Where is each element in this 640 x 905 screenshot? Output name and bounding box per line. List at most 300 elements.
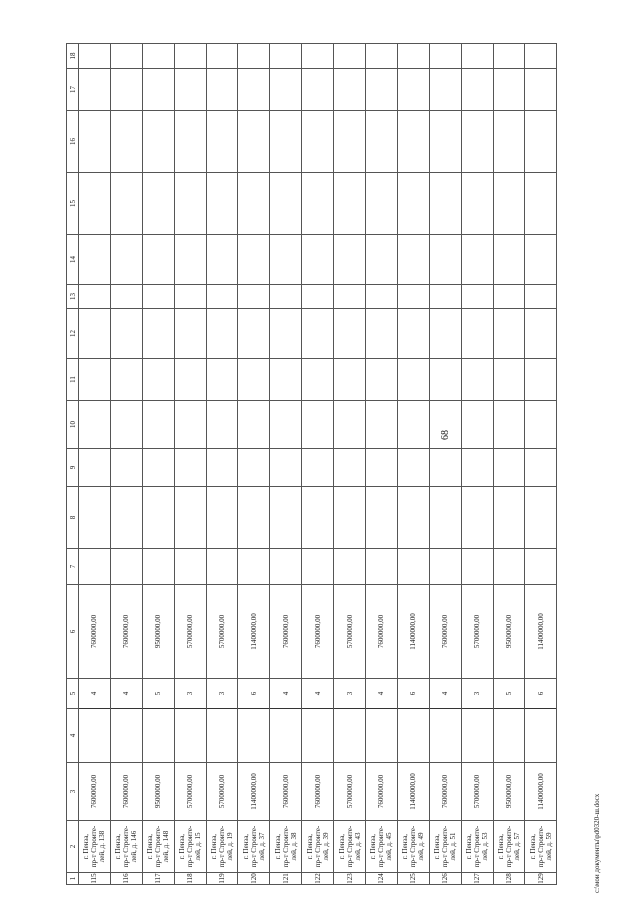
col4-cell (461, 709, 493, 763)
empty-cell (366, 487, 398, 549)
empty-cell (110, 401, 142, 449)
quantity-cell: 5 (493, 679, 525, 709)
amount-cell: 5700000,00 (174, 763, 206, 821)
empty-cell (366, 44, 398, 69)
address-line: пр-т Строите- (377, 825, 386, 868)
header-cell: 18 (67, 44, 79, 69)
col4-cell (110, 709, 142, 763)
empty-cell (397, 44, 429, 69)
address-line: г. Пенза, (497, 833, 506, 860)
empty-cell (238, 549, 270, 585)
empty-cell (334, 69, 366, 111)
empty-cell (142, 44, 174, 69)
amount-cell: 11400000,00 (397, 763, 429, 821)
empty-cell (397, 285, 429, 309)
empty-cell (525, 44, 557, 69)
empty-cell (525, 401, 557, 449)
empty-cell (334, 401, 366, 449)
quantity-cell: 4 (302, 679, 334, 709)
col4-cell (206, 709, 238, 763)
table-body (67, 44, 557, 885)
table-row (525, 44, 557, 885)
empty-cell (174, 285, 206, 309)
empty-cell (397, 173, 429, 235)
amount-cell: 7600000,00 (429, 763, 461, 821)
empty-cell (79, 285, 111, 309)
empty-cell (493, 309, 525, 359)
address-line: лей, д. 45 (385, 832, 394, 861)
empty-cell (238, 359, 270, 401)
address-line: пр-т Строите- (154, 825, 163, 868)
empty-cell (461, 285, 493, 309)
empty-cell (270, 359, 302, 401)
total-amount-cell: 7600000,00 (366, 585, 398, 679)
header-cell: 4 (67, 709, 79, 763)
empty-cell (525, 449, 557, 487)
empty-cell (525, 69, 557, 111)
data-table (66, 43, 557, 885)
quantity-cell: 3 (461, 679, 493, 709)
empty-cell (397, 359, 429, 401)
col4-cell (429, 709, 461, 763)
empty-cell (206, 401, 238, 449)
empty-cell (206, 487, 238, 549)
empty-cell (334, 44, 366, 69)
total-amount-cell: 7600000,00 (270, 585, 302, 679)
address-line: пр-т Строите- (441, 825, 450, 868)
empty-cell (525, 359, 557, 401)
empty-cell (461, 359, 493, 401)
amount-cell: 7600000,00 (270, 763, 302, 821)
empty-cell (366, 309, 398, 359)
col4-cell (302, 709, 334, 763)
empty-cell (461, 69, 493, 111)
address-line: пр-т Строите- (90, 825, 99, 868)
address-line: пр-т Строите- (313, 825, 322, 868)
header-cell: 2 (67, 821, 79, 873)
address-line: пр-т Строите- (122, 825, 131, 868)
empty-cell (79, 449, 111, 487)
empty-cell (79, 309, 111, 359)
empty-cell (79, 235, 111, 285)
address-line: лей, д. 43 (353, 832, 362, 861)
table-row (334, 44, 366, 885)
empty-cell (334, 309, 366, 359)
empty-cell (270, 401, 302, 449)
empty-cell (110, 285, 142, 309)
col4-cell (397, 709, 429, 763)
address-cell (429, 821, 461, 873)
address-line: пр-т Строите- (281, 825, 290, 868)
empty-cell (397, 111, 429, 173)
empty-cell (206, 235, 238, 285)
row-number-cell: 121 (270, 873, 302, 885)
address-line: лей, д. 51 (449, 832, 458, 861)
table-row (206, 44, 238, 885)
total-amount-cell: 11400000,00 (397, 585, 429, 679)
empty-cell (174, 449, 206, 487)
empty-cell (110, 487, 142, 549)
total-amount-cell: 5700000,00 (206, 585, 238, 679)
empty-cell (366, 235, 398, 285)
address-line: лей, д. 49 (417, 832, 426, 861)
total-amount-cell: 5700000,00 (461, 585, 493, 679)
empty-cell (525, 487, 557, 549)
address-line: пр-т Строите- (249, 825, 258, 868)
address-cell (174, 821, 206, 873)
empty-cell (110, 235, 142, 285)
col4-cell (366, 709, 398, 763)
empty-cell (525, 111, 557, 173)
empty-cell (302, 359, 334, 401)
empty-cell (429, 235, 461, 285)
empty-cell (206, 111, 238, 173)
empty-cell (142, 487, 174, 549)
empty-cell (493, 449, 525, 487)
amount-cell: 11400000,00 (525, 763, 557, 821)
header-cell: 1 (67, 873, 79, 885)
footer-file-path: c:\мои документы\pd0320-ш.docx (593, 793, 601, 893)
amount-cell: 7600000,00 (302, 763, 334, 821)
empty-cell (366, 69, 398, 111)
empty-cell (493, 173, 525, 235)
address-line: пр-т Строите- (218, 825, 226, 868)
address-line: лей, д. 39 (321, 832, 330, 861)
total-amount-cell: 5700000,00 (334, 585, 366, 679)
address-cell (302, 821, 334, 873)
empty-cell (302, 309, 334, 359)
row-number-cell: 127 (461, 873, 493, 885)
quantity-cell: 5 (142, 679, 174, 709)
empty-cell (397, 69, 429, 111)
address-cell (397, 821, 429, 873)
address-line: г. Пенза, (178, 833, 187, 860)
row-number-cell: 129 (525, 873, 557, 885)
empty-cell (429, 309, 461, 359)
address-cell (238, 821, 270, 873)
empty-cell (142, 285, 174, 309)
address-cell (493, 821, 525, 873)
empty-cell (206, 449, 238, 487)
empty-cell (302, 235, 334, 285)
quantity-cell: 4 (366, 679, 398, 709)
header-cell: 9 (67, 449, 79, 487)
empty-cell (142, 359, 174, 401)
empty-cell (238, 69, 270, 111)
empty-cell (366, 111, 398, 173)
table-row (366, 44, 398, 885)
col4-cell (142, 709, 174, 763)
table-row (302, 44, 334, 885)
empty-cell (142, 235, 174, 285)
address-cell (79, 821, 111, 873)
address-cell (334, 821, 366, 873)
amount-cell: 5700000,00 (461, 763, 493, 821)
col4-cell (525, 709, 557, 763)
address-line: пр-т Строите- (409, 825, 418, 868)
table-row (270, 44, 302, 885)
quantity-cell: 6 (238, 679, 270, 709)
empty-cell (366, 173, 398, 235)
empty-cell (461, 111, 493, 173)
empty-cell (366, 549, 398, 585)
table-row (174, 44, 206, 885)
empty-cell (174, 44, 206, 69)
address-line: пр-т Строите- (505, 825, 514, 868)
header-cell: 8 (67, 487, 79, 549)
empty-cell (174, 309, 206, 359)
empty-cell (493, 44, 525, 69)
empty-cell (174, 111, 206, 173)
empty-cell (110, 111, 142, 173)
address-line: г. Пенза, (433, 833, 442, 860)
empty-cell (206, 173, 238, 235)
empty-cell (525, 285, 557, 309)
empty-cell (142, 449, 174, 487)
empty-cell (493, 359, 525, 401)
empty-cell (142, 549, 174, 585)
amount-cell: 9500000,00 (142, 763, 174, 821)
empty-cell (366, 449, 398, 487)
empty-cell (461, 449, 493, 487)
empty-cell (493, 487, 525, 549)
empty-cell (270, 549, 302, 585)
address-line: лей, д. 38 (289, 832, 298, 861)
empty-cell (461, 549, 493, 585)
row-number-cell: 123 (334, 873, 366, 885)
empty-cell (270, 173, 302, 235)
empty-cell (302, 69, 334, 111)
empty-cell (302, 549, 334, 585)
empty-cell (366, 359, 398, 401)
quantity-cell: 6 (525, 679, 557, 709)
empty-cell (429, 285, 461, 309)
address-cell (270, 821, 302, 873)
total-amount-cell: 7600000,00 (110, 585, 142, 679)
total-amount-cell: 11400000,00 (238, 585, 270, 679)
empty-cell (302, 487, 334, 549)
quantity-cell: 4 (429, 679, 461, 709)
empty-cell (238, 235, 270, 285)
empty-cell (270, 44, 302, 69)
address-line: лей, д. 138 (98, 830, 107, 863)
empty-cell (142, 309, 174, 359)
empty-cell (79, 401, 111, 449)
header-cell: 6 (67, 585, 79, 679)
address-line: лей, д. 53 (481, 832, 490, 861)
header-cell: 13 (67, 285, 79, 309)
quantity-cell: 3 (206, 679, 238, 709)
row-number-cell: 116 (110, 873, 142, 885)
total-amount-cell: 7600000,00 (302, 585, 334, 679)
empty-cell (302, 44, 334, 69)
col4-cell (174, 709, 206, 763)
empty-cell (429, 173, 461, 235)
address-line: лей, д. 57 (513, 832, 522, 861)
address-cell (525, 821, 557, 873)
address-line: г. Пенза, (465, 833, 474, 860)
address-cell (366, 821, 398, 873)
col4-cell (79, 709, 111, 763)
empty-cell (302, 401, 334, 449)
empty-cell (238, 401, 270, 449)
col4-cell (334, 709, 366, 763)
address-line: лей, д. 59 (544, 832, 553, 861)
empty-cell (206, 359, 238, 401)
col4-cell (238, 709, 270, 763)
row-number-cell: 115 (79, 873, 111, 885)
address-line: лей, д. 19 (226, 832, 234, 861)
row-number-cell: 126 (429, 873, 461, 885)
address-line: пр-т Строите- (473, 825, 482, 868)
empty-cell (174, 487, 206, 549)
row-number-cell: 118 (174, 873, 206, 885)
empty-cell (174, 401, 206, 449)
address-line: г. Пенза, (82, 833, 91, 860)
address-cell (206, 821, 238, 873)
empty-cell (270, 111, 302, 173)
empty-cell (238, 44, 270, 69)
empty-cell (461, 235, 493, 285)
empty-cell (397, 487, 429, 549)
col4-cell (493, 709, 525, 763)
empty-cell (110, 69, 142, 111)
total-amount-cell: 7600000,00 (79, 585, 111, 679)
empty-cell (238, 285, 270, 309)
empty-cell (334, 173, 366, 235)
empty-cell (429, 487, 461, 549)
empty-cell (238, 449, 270, 487)
empty-cell (493, 69, 525, 111)
amount-cell: 5700000,00 (206, 763, 238, 821)
empty-cell (397, 235, 429, 285)
empty-cell (493, 111, 525, 173)
empty-cell (493, 285, 525, 309)
empty-cell (238, 111, 270, 173)
empty-cell (79, 69, 111, 111)
header-cell: 5 (67, 679, 79, 709)
address-line: лей, д. 15 (194, 832, 203, 861)
empty-cell (270, 449, 302, 487)
empty-cell (493, 235, 525, 285)
header-cell: 14 (67, 235, 79, 285)
empty-cell (270, 487, 302, 549)
empty-cell (206, 549, 238, 585)
row-number-cell: 124 (366, 873, 398, 885)
empty-cell (270, 285, 302, 309)
address-line: г. Пенза, (337, 833, 346, 860)
empty-cell (174, 173, 206, 235)
empty-cell (302, 111, 334, 173)
header-cell: 10 (67, 401, 79, 449)
amount-cell: 5700000,00 (334, 763, 366, 821)
header-cell: 7 (67, 549, 79, 585)
quantity-cell: 4 (110, 679, 142, 709)
empty-cell (79, 111, 111, 173)
empty-cell (429, 549, 461, 585)
empty-cell (110, 44, 142, 69)
amount-cell: 7600000,00 (79, 763, 111, 821)
empty-cell (366, 285, 398, 309)
header-cell: 15 (67, 173, 79, 235)
empty-cell (238, 309, 270, 359)
header-row (67, 44, 79, 885)
quantity-cell: 4 (270, 679, 302, 709)
address-cell (110, 821, 142, 873)
empty-cell (142, 401, 174, 449)
table-row (238, 44, 270, 885)
col4-cell (270, 709, 302, 763)
empty-cell (429, 69, 461, 111)
empty-cell (461, 44, 493, 69)
empty-cell (79, 44, 111, 69)
table-row (461, 44, 493, 885)
row-number-cell: 117 (142, 873, 174, 885)
amount-cell: 9500000,00 (493, 763, 525, 821)
total-amount-cell: 7600000,00 (429, 585, 461, 679)
row-number-cell: 119 (206, 873, 238, 885)
table-row (397, 44, 429, 885)
total-amount-cell: 9500000,00 (142, 585, 174, 679)
address-line: пр-т Строите- (536, 825, 545, 868)
empty-cell (366, 401, 398, 449)
empty-cell (397, 449, 429, 487)
amount-cell: 11400000,00 (238, 763, 270, 821)
address-cell (461, 821, 493, 873)
table-row (493, 44, 525, 885)
empty-cell (429, 44, 461, 69)
empty-cell (302, 285, 334, 309)
total-amount-cell: 9500000,00 (493, 585, 525, 679)
header-cell: 11 (67, 359, 79, 401)
empty-cell (525, 173, 557, 235)
empty-cell (110, 549, 142, 585)
table-row (110, 44, 142, 885)
empty-cell (174, 359, 206, 401)
empty-cell (397, 549, 429, 585)
quantity-cell: 3 (174, 679, 206, 709)
empty-cell (429, 401, 461, 449)
address-line: лей, д. 37 (257, 832, 266, 861)
empty-cell (493, 549, 525, 585)
empty-cell (79, 359, 111, 401)
empty-cell (334, 487, 366, 549)
page-number: 68 (440, 430, 451, 440)
empty-cell (525, 235, 557, 285)
empty-cell (142, 111, 174, 173)
empty-cell (238, 487, 270, 549)
total-amount-cell: 5700000,00 (174, 585, 206, 679)
empty-cell (302, 449, 334, 487)
row-number-cell: 122 (302, 873, 334, 885)
empty-cell (79, 173, 111, 235)
header-cell: 12 (67, 309, 79, 359)
address-line: г. Пенза, (401, 833, 410, 860)
table-row (142, 44, 174, 885)
amount-cell: 7600000,00 (110, 763, 142, 821)
amount-cell: 7600000,00 (366, 763, 398, 821)
address-line: г. Пенза, (114, 833, 123, 860)
empty-cell (206, 285, 238, 309)
address-line: г. Пенза, (210, 833, 218, 860)
empty-cell (270, 235, 302, 285)
address-line: г. Пенза, (305, 833, 314, 860)
address-line: лей, д. 146 (130, 830, 139, 863)
quantity-cell: 6 (397, 679, 429, 709)
row-number-cell: 120 (238, 873, 270, 885)
empty-cell (206, 69, 238, 111)
empty-cell (270, 69, 302, 111)
